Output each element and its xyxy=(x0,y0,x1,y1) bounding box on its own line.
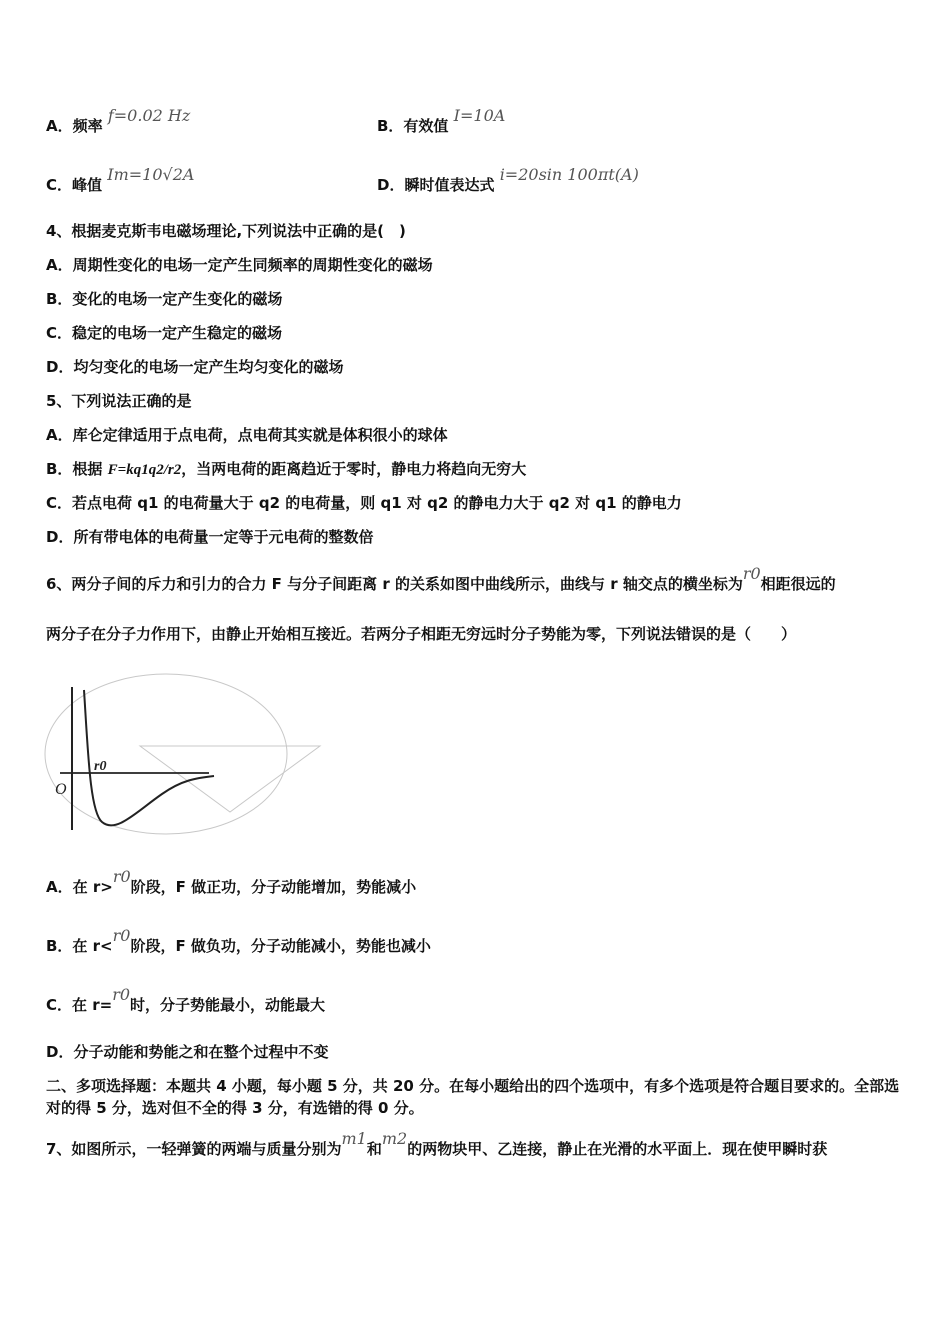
q7-m2: m2 xyxy=(381,1129,408,1148)
q6-force-distance-figure xyxy=(44,672,324,842)
q5-option-c: C．若点电荷 q1 的电荷量大于 q2 的电荷量，则 q1 对 q2 的静电力大于 q2 对 q1 的静电力 xyxy=(46,494,682,512)
q4-stem: 4、根据麦克斯韦电磁场理论,下列说法中正确的是( ) xyxy=(46,222,406,240)
q7-pre: 7、如图所示，一轻弹簧的两端与质量分别为 xyxy=(46,1140,342,1158)
q5-option-b-post: ，当两电荷的距离趋近于零时，静电力将趋向无穷大 xyxy=(181,460,527,478)
q6-option-a-r0: r0 xyxy=(112,867,131,886)
q4-option-d: D．均匀变化的电场一定产生均匀变化的磁场 xyxy=(46,358,344,376)
q6-option-c-post: 时，分子势能最小，动能最大 xyxy=(130,996,326,1014)
q6-option-a-pre: A．在 r> xyxy=(46,878,113,896)
q5-option-b-pre: B．根据 xyxy=(46,460,108,478)
q3-option-a xyxy=(46,106,191,136)
q5-option-b xyxy=(46,459,526,480)
q3-option-c xyxy=(46,165,195,195)
q6-option-d: D．分子动能和势能之和在整个过程中不变 xyxy=(46,1043,329,1061)
q3-option-d xyxy=(377,165,639,195)
q7-mid: 和 xyxy=(366,1140,382,1158)
q6-stem-line1 xyxy=(46,564,836,594)
q3-option-a-label: A．频率 xyxy=(46,117,103,135)
q7-m1: m1 xyxy=(341,1129,367,1148)
q6-option-c-r0: r0 xyxy=(112,985,131,1004)
q6-option-c xyxy=(46,985,326,1015)
q3-option-d-math: i=20sin 100πt(A) xyxy=(499,165,639,184)
q6-stem-pre: 6、两分子间的斥力和引力的合力 F 与分子间距离 r 的关系如图中曲线所示，曲线与 r 轴交点的横坐标为 xyxy=(46,575,743,593)
figure-triangle xyxy=(140,746,320,812)
q3-option-c-label: C．峰值 xyxy=(46,176,103,194)
q7-stem xyxy=(46,1129,828,1159)
q6-option-c-pre: C．在 r= xyxy=(46,996,113,1014)
q5-option-a: A．库仑定律适用于点电荷，点电荷其实就是体积很小的球体 xyxy=(46,426,448,444)
section2-instructions: 二、多项选择题：本题共 4 小题，每小题 5 分，共 20 分。在每小题给出的四个选项中，有多个选项是符合题目要求的。全部选对的得 5 分，选对但不全的得 3 分，有选错的得 0 分。 xyxy=(46,1077,900,1117)
q3-option-a-math: f=0.02 Hz xyxy=(107,106,191,125)
q3-option-b-label: B．有效值 xyxy=(377,117,449,135)
q4-option-b: B．变化的电场一定产生变化的磁场 xyxy=(46,290,283,308)
q6-stem-post: 相距很远的 xyxy=(760,575,836,593)
figure-force-curve xyxy=(84,690,214,825)
q6-option-b-pre: B．在 r< xyxy=(46,937,113,955)
q7-post: 的两物块甲、乙连接，静止在光滑的水平面上．现在使甲瞬时获 xyxy=(407,1140,828,1158)
q6-option-b-post: 阶段，F 做负功，分子动能减小，势能也减小 xyxy=(130,937,431,955)
figure-r0-label: r0 xyxy=(94,759,107,774)
q3-option-d-label: D．瞬时值表达式 xyxy=(377,176,495,194)
q5-stem: 5、下列说法正确的是 xyxy=(46,392,192,410)
q4-option-a: A．周期性变化的电场一定产生同频率的周期性变化的磁场 xyxy=(46,256,433,274)
q3-option-b-math: I=10A xyxy=(453,106,506,125)
q6-option-b xyxy=(46,926,431,956)
q6-stem-r0: r0 xyxy=(742,564,761,583)
q4-option-c: C．稳定的电场一定产生稳定的磁场 xyxy=(46,324,283,342)
q5-option-b-formula: F=kq1q2/r2 xyxy=(107,462,182,478)
q3-option-c-math: Im=10√2A xyxy=(107,165,195,184)
figure-origin-label: O xyxy=(55,781,67,798)
q3-option-b xyxy=(377,106,506,136)
figure-ellipse xyxy=(45,674,287,834)
q6-option-a xyxy=(46,867,417,897)
q5-option-d: D．所有带电体的电荷量一定等于元电荷的整数倍 xyxy=(46,528,374,546)
q6-stem-line2: 两分子在分子力作用下，由静止开始相互接近。若两分子相距无穷远时分子势能为零，下列说法错误的是（ ） xyxy=(46,625,797,643)
q6-option-b-r0: r0 xyxy=(112,926,131,945)
q6-option-a-post: 阶段，F 做正功，分子动能增加，势能减小 xyxy=(130,878,417,896)
